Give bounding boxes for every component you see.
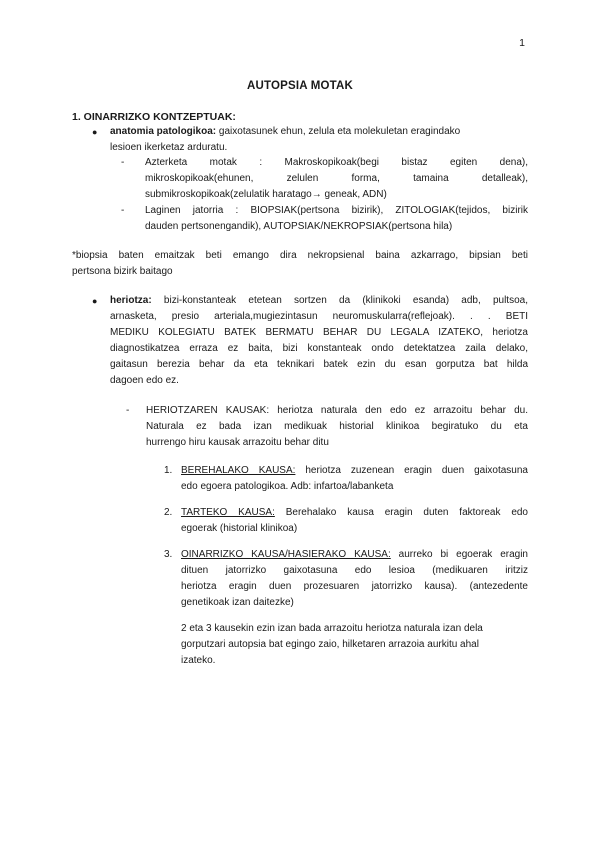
- berehalako-kausa-label: BEREHALAKO KAUSA:: [181, 465, 296, 476]
- section-heading: 1. OINARRIZKO KONTZEPTUAK:: [72, 111, 236, 123]
- list-item-number: 2.: [164, 507, 173, 518]
- bullet-icon: ●: [92, 127, 98, 137]
- kausak-line-2: Naturala ez bada izan medikuak historial klinikoa begiratuko du eta: [146, 421, 528, 432]
- kausak-line-3: hurrengo hiru kausak arrazoitu behar ditu: [146, 437, 329, 448]
- page-title: AUTOPSIA MOTAK: [246, 80, 354, 92]
- page-number: 1: [519, 37, 525, 49]
- anatomia-term: anatomia patologikoa:: [110, 126, 217, 137]
- laginen-line-2: dauden pertsonengandik), AUTOPSIAK/NEKROPSIAK(pertsona hila): [145, 221, 453, 232]
- heriotza-text-1: bizi-konstanteak etetean sortzen da (klinikoki esanda) adb, pultsoa,: [163, 295, 528, 306]
- oinarrizko-kausa-label: OINARRIZKO KAUSA/HASIERAKO KAUSA:: [181, 549, 391, 560]
- azterketa-line-3: submikroskopikoak(zelulatik haratago→ geneak, ADN): [145, 189, 387, 200]
- list-item-3-line-1: [181, 547, 528, 563]
- list-item-1-line-2: edo egoera patologikoa. Adb: infartoa/labanketa: [181, 481, 394, 492]
- note-line-2: pertsona bizirk baitago: [72, 266, 173, 277]
- azterketa-line-2: mikroskopikoak(ehunen, zelulen forma, tamaina detalleak),: [145, 173, 528, 184]
- tarteko-kausa-label: TARTEKO KAUSA:: [181, 507, 275, 518]
- anatomia-text-1: gaixotasunek ehun, zelula eta molekuletan eragindako: [218, 126, 461, 137]
- dash-icon: -: [121, 205, 125, 216]
- dash-icon: -: [121, 157, 125, 168]
- closing-line-2: gorputzari autopsia bat egingo zaio, hilketaren arrazoia aurkitu ahal: [181, 639, 479, 650]
- anatomia-line-2: lesioen ikerketaz arduratu.: [110, 142, 228, 153]
- dash-icon: -: [126, 405, 130, 416]
- list-item-3-text-1: aurreko bi egoerak eragin: [398, 549, 528, 560]
- azterketa-line-1: Azterketa motak : Makroskopikoak(begi bistaz egiten dena),: [145, 157, 528, 168]
- list-item-number: 3.: [164, 549, 173, 560]
- heriotza-line-6: dagoen edo ez.: [110, 375, 179, 386]
- heriotza-line-4: diagnostikatzea erraza ez baita, bizi konstanteak ondo detektatzea zaila delako,: [110, 343, 528, 354]
- list-item-1-line-1: [181, 463, 528, 479]
- heriotza-line-5: gaitasun berezia behar da eta teknikari batek ezin du esan gorputza bat hilda: [110, 359, 528, 370]
- heriotza-term: heriotza:: [110, 295, 152, 306]
- list-item-3-line-2: dituen jatorrizko gaixotasuna edo lesioa (medikuaren iritziz: [181, 565, 528, 576]
- anatomia-line-1: [110, 124, 535, 140]
- heriotza-line-3: MEDIKU KOLEGIATU BATEK BERMATU BEHAR DU LEGALA IZATEKO, heriotza: [110, 327, 528, 338]
- closing-line-1: 2 eta 3 kausekin ezin izan bada arrazoitu heriotza naturala izan dela: [181, 623, 483, 634]
- list-item-1-text-1: heriotza zuzenean eragin duen gaixotasuna: [305, 465, 528, 476]
- closing-line-3: izateko.: [181, 655, 216, 666]
- kausak-line-1: HERIOTZAREN KAUSAK: heriotza naturala den edo ez arrazoitu behar du.: [146, 405, 528, 416]
- heriotza-line-2: arnasketa, presio arteriala,mugiezintasun neuromuskularra(reflejoak). . . BETI: [110, 311, 528, 322]
- heriotza-line-1: [110, 293, 528, 309]
- note-line-1: *biopsia baten emaitzak beti emango dira nekropsienal baina azkarrago, bipsian beti: [72, 250, 528, 261]
- list-item-2-text-1: Berehalako kausa eragin duten faktoreak edo: [285, 507, 528, 518]
- list-item-2-line-2: egoerak (historial klinikoa): [181, 523, 298, 534]
- list-item-3-line-4: genetikoak izan daitezke): [181, 597, 294, 608]
- laginen-line-1: Laginen jatorria : BIOPSIAK(pertsona bizirik), ZITOLOGIAK(tejidos, bizirik: [145, 205, 528, 216]
- list-item-3-line-3: heriotza eragin duen prozesuaren jatorrizko kausa). (antezedente: [181, 581, 528, 592]
- list-item-2-line-1: [181, 505, 528, 521]
- bullet-icon: ●: [92, 296, 98, 306]
- list-item-number: 1.: [164, 465, 173, 476]
